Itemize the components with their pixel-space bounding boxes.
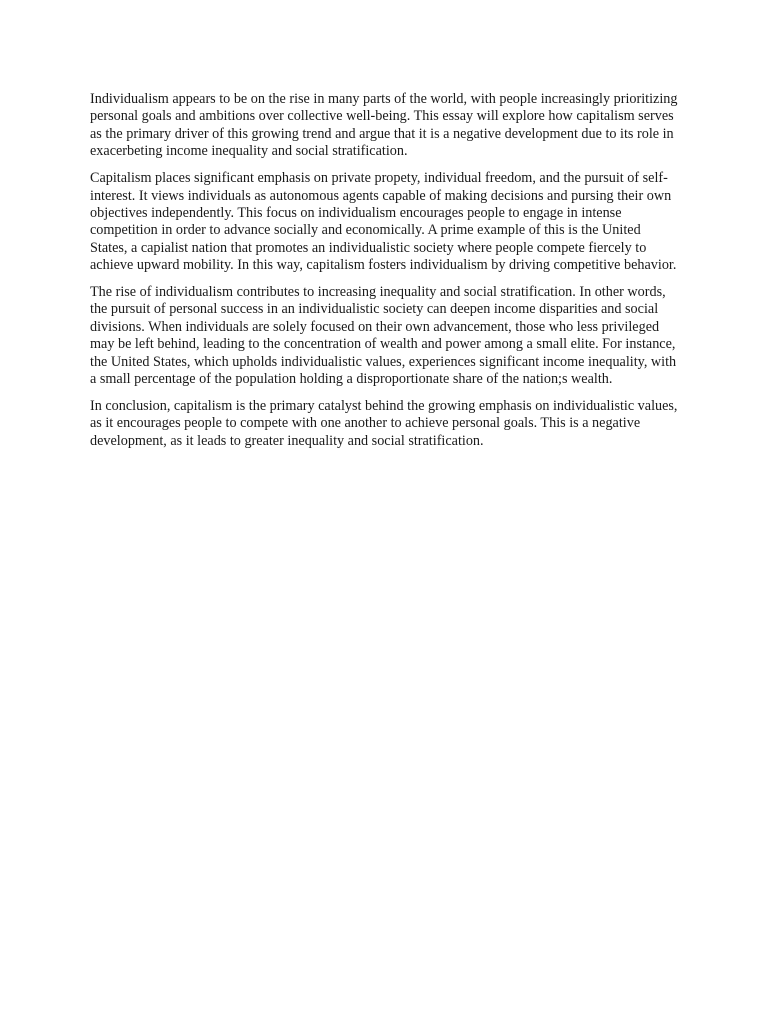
document-body — [90, 91, 680, 460]
paragraph-conclusion: In conclusion, capitalism is the primary catalyst behind the growing emphasis on individualistic values, as it encourages people to compete with one another to achieve personal goals. This is a negative development, as it leads to greater inequality and social stratification. — [90, 398, 678, 449]
paragraph-capitalism: Capitalism places significant emphasis on private propety, individual freedom, and the pursuit of self-interest. It views individuals as autonomous agents capable of making decisions and pursing their own objectives independently. This focus on individualism encourages people to engage in intense competition in order to advance socially and economically. A prime example of this is the United States, a capialist nation that promotes an individualistic society where people compete fiercely to achieve upward mobility. In this way, capitalism fosters individualism by driving competitive behavior. — [90, 170, 677, 274]
paragraph-introduction: Individualism appears to be on the rise in many parts of the world, with people increasingly prioritizing personal goals and ambitions over collective well-being. This essay will explore how capitalism serves as the primary driver of this growing trend and argue that it is a negative development due to its role in exacerbeting income inequality and social stratification. — [90, 91, 678, 160]
paragraph-inequality: The rise of individualism contributes to increasing inequality and social stratification. In other words, the pursuit of personal success in an individualistic society can deepen income disparities and social divisions. When individuals are solely focused on their own advancement, those who less privileged may be left behind, leading to the concentration of wealth and power among a small elite. For instance, the United States, which upholds individualistic values, experiences significant income inequality, with a small percentage of the population holding a disproportionate share of the nation;s wealth. — [90, 284, 677, 388]
